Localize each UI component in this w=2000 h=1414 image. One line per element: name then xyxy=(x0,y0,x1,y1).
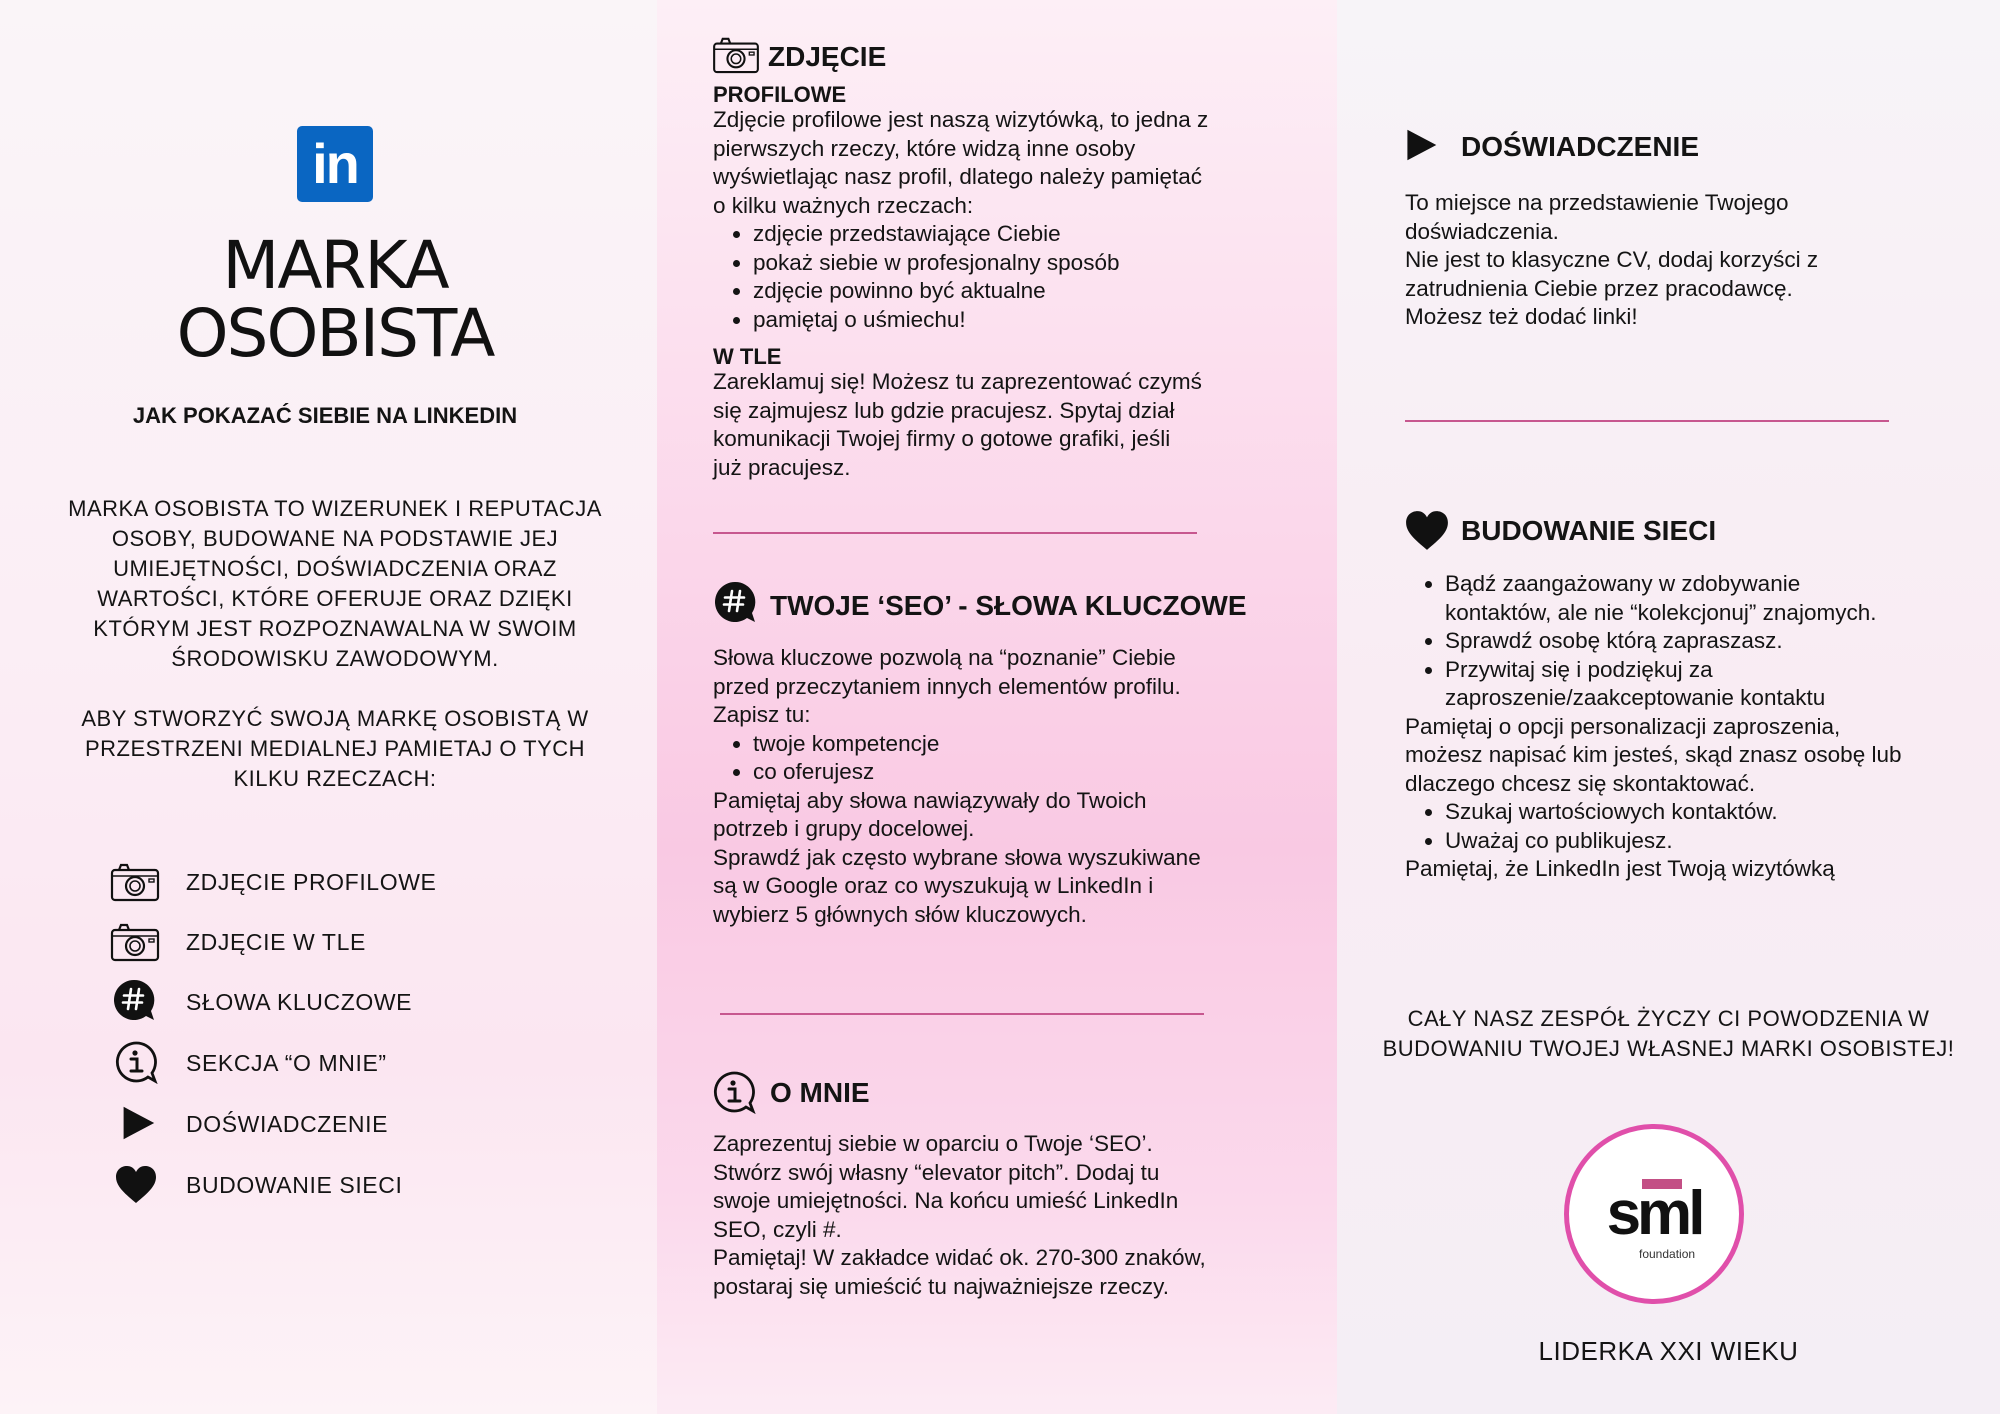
page-title xyxy=(100,227,570,372)
list-item: • co oferujesz xyxy=(753,758,1213,787)
background-photo-text: Zareklamuj się! Możesz tu zaprezentować czymś się zajmujesz lub gdzie pracujesz. Spytaj dział komunikacji Twojej firmy o gotowe grafiki, jeśli już pracujesz. xyxy=(713,369,1202,480)
toc-item-keywords: SŁOWA KLUCZOWE xyxy=(186,989,413,1015)
toc-item-experience: DOŚWIADCZENIE xyxy=(186,1111,389,1137)
profile-photo-section xyxy=(713,106,1213,334)
lead-paragraph: ABY STWORZYĆ SWOJĄ MARKĘ OSOBISTĄ W PRZESTRZENI MEDIALNEJ PAMIETAJ O TYCH KILKU RZECZACH: xyxy=(81,706,589,791)
heart-icon xyxy=(1404,510,1450,552)
seo-text-1: Pamiętaj aby słowa nawiązywały do Twoich potrzeb i grupy docelowej. xyxy=(713,787,1147,841)
networking-text-2: Pamiętaj, że LinkedIn jest Twoją wizytówką xyxy=(1405,856,1835,881)
profile-photo-list xyxy=(713,220,1213,334)
sml-foundation-logo-icon xyxy=(1564,1124,1744,1304)
play-icon xyxy=(120,1104,156,1142)
linkedin-logo-icon xyxy=(297,126,373,202)
seo-text-2: Sprawdź jak często wybrane słowa wyszukiwane są w Google oraz co wyszukują w LinkedIn i wybierz 5 głównych słów kluczowych. xyxy=(713,844,1201,927)
title-line-2: OSOBISTA xyxy=(176,295,494,372)
info-icon xyxy=(712,1070,756,1114)
list-item: • twoje kompetencje xyxy=(753,730,1213,759)
networking-text-1: Pamiętaj o opcji personalizacji zaproszenia, możesz napisać kim jesteś, skąd znasz osobę lub dlaczego chcesz się skontaktować. xyxy=(1405,713,1902,796)
networking-heading: BUDOWANIE SIECI xyxy=(1461,515,1717,546)
experience-text-2: Nie jest to klasyczne CV, dodaj korzyści z zatrudnienia Ciebie przez pracodawcę. xyxy=(1405,247,1819,301)
list-item: • zdjęcie powinno być aktualne xyxy=(753,277,1213,306)
list-item: • zdjęcie przedstawiające Ciebie xyxy=(753,220,1213,249)
about-text-1: Zaprezentuj siebie w oparciu o Twoje ‘SEO’. Stwórz swój własny “elevator pitch”. Dodaj tu swoje umiejętności. Na końcu umieść LinkedIn SEO, czyli #. xyxy=(713,1131,1179,1242)
list-item: • Uważaj co publikujesz. xyxy=(1445,827,1905,856)
camera-icon xyxy=(110,922,160,962)
footer-caption: LIDERKA XXI WIEKU xyxy=(1538,1336,1799,1366)
divider xyxy=(713,532,1197,534)
camera-icon xyxy=(712,36,760,74)
seo-intro: Słowa kluczowe pozwolą na “poznanie” Ciebie przed przeczytaniem innych elementów profilu. Zapisz tu: xyxy=(713,645,1181,727)
toc-item-profile-photo: ZDJĘCIE PROFILOWE xyxy=(186,869,437,895)
heart-icon xyxy=(114,1165,158,1205)
list-item: • Przywitaj się i podziękuj za zaproszenie/zaakceptowanie kontaktu xyxy=(1445,656,1905,713)
experience-text-1: To miejsce na przedstawienie Twojego doświadczenia. xyxy=(1405,190,1789,244)
networking-list-1 xyxy=(1405,570,1905,713)
logo-subtext: foundation xyxy=(1639,1247,1696,1261)
divider xyxy=(720,1013,1204,1015)
play-icon xyxy=(1404,126,1438,164)
hashtag-icon xyxy=(112,978,156,1022)
list-item: • Szukaj wartościowych kontaktów. xyxy=(1445,798,1905,827)
about-heading: O MNIE xyxy=(770,1077,870,1108)
experience-text-3: Możesz też dodać linki! xyxy=(1405,304,1638,329)
toc-item-background-photo: ZDJĘCIE W TLE xyxy=(186,929,366,955)
seo-list xyxy=(713,730,1213,787)
info-icon xyxy=(114,1040,158,1084)
seo-section xyxy=(713,644,1213,929)
logo-text: sml xyxy=(1606,1179,1702,1248)
list-item: • Bądź zaangażowany w zdobywanie kontaktów, ale nie “kolekcjonuj” znajomych. xyxy=(1445,570,1905,627)
networking-section xyxy=(1405,570,1905,884)
linkedin-logo-text: in xyxy=(312,132,358,195)
photo-heading: ZDJĘCIE xyxy=(768,41,887,72)
list-item: • pamiętaj o uśmiechu! xyxy=(753,306,1213,335)
left-panel xyxy=(0,0,657,1414)
list-item: • pokaż siebie w profesjonalny sposób xyxy=(753,249,1213,278)
networking-list-2 xyxy=(1405,798,1905,855)
list-item: • Sprawdź osobę którą zapraszasz. xyxy=(1445,627,1905,656)
profile-photo-subheading: PROFILOWE xyxy=(713,82,847,107)
intro-paragraph: MARKA OSOBISTA TO WIZERUNEK I REPUTACJA OSOBY, BUDOWANE NA PODSTAWIE JEJ UMIEJĘTNOŚCI, DOŚWIADCZENIA ORAZ WARTOŚCI, KTÓRE OFERUJE ORAZ DZIĘKI KTÓRYM JEST ROZPOZNAWALNA W SWOIM ŚRODOWISKU ZAWODOWYM. xyxy=(68,496,602,671)
about-text-2: Pamiętaj! W zakładce widać ok. 270-300 znaków, postaraj się umieścić tu najważniejsze rzeczy. xyxy=(713,1245,1206,1299)
toc-item-about: SEKCJA “O MNIE” xyxy=(186,1050,387,1076)
background-photo-subheading: W TLE xyxy=(713,344,782,369)
toc-item-networking: BUDOWANIE SIECI xyxy=(186,1172,403,1198)
page-subtitle: JAK POKAZAĆ SIEBIE NA LINKEDIN xyxy=(132,403,518,428)
experience-section xyxy=(1405,189,1905,332)
hashtag-icon xyxy=(713,580,757,624)
profile-photo-text: Zdjęcie profilowe jest naszą wizytówką, to jedna z pierwszych rzeczy, które widzą inne osoby wyświetlając nasz profil, dlatego należy pamiętać o kilku ważnych rzeczach: xyxy=(713,107,1209,218)
divider xyxy=(1405,420,1889,422)
experience-heading: DOŚWIADCZENIE xyxy=(1461,131,1699,162)
about-section xyxy=(713,1130,1213,1301)
seo-heading: TWOJE ‘SEO’ - SŁOWA KLUCZOWE xyxy=(770,590,1247,621)
title-line-1: MARKA xyxy=(222,227,448,304)
closing-message: CAŁY NASZ ZESPÓŁ ŻYCZY CI POWODZENIA W BUDOWANIU TWOJEJ WŁASNEJ MARKI OSOBISTEJ! xyxy=(1382,1006,1955,1061)
camera-icon xyxy=(110,862,160,902)
